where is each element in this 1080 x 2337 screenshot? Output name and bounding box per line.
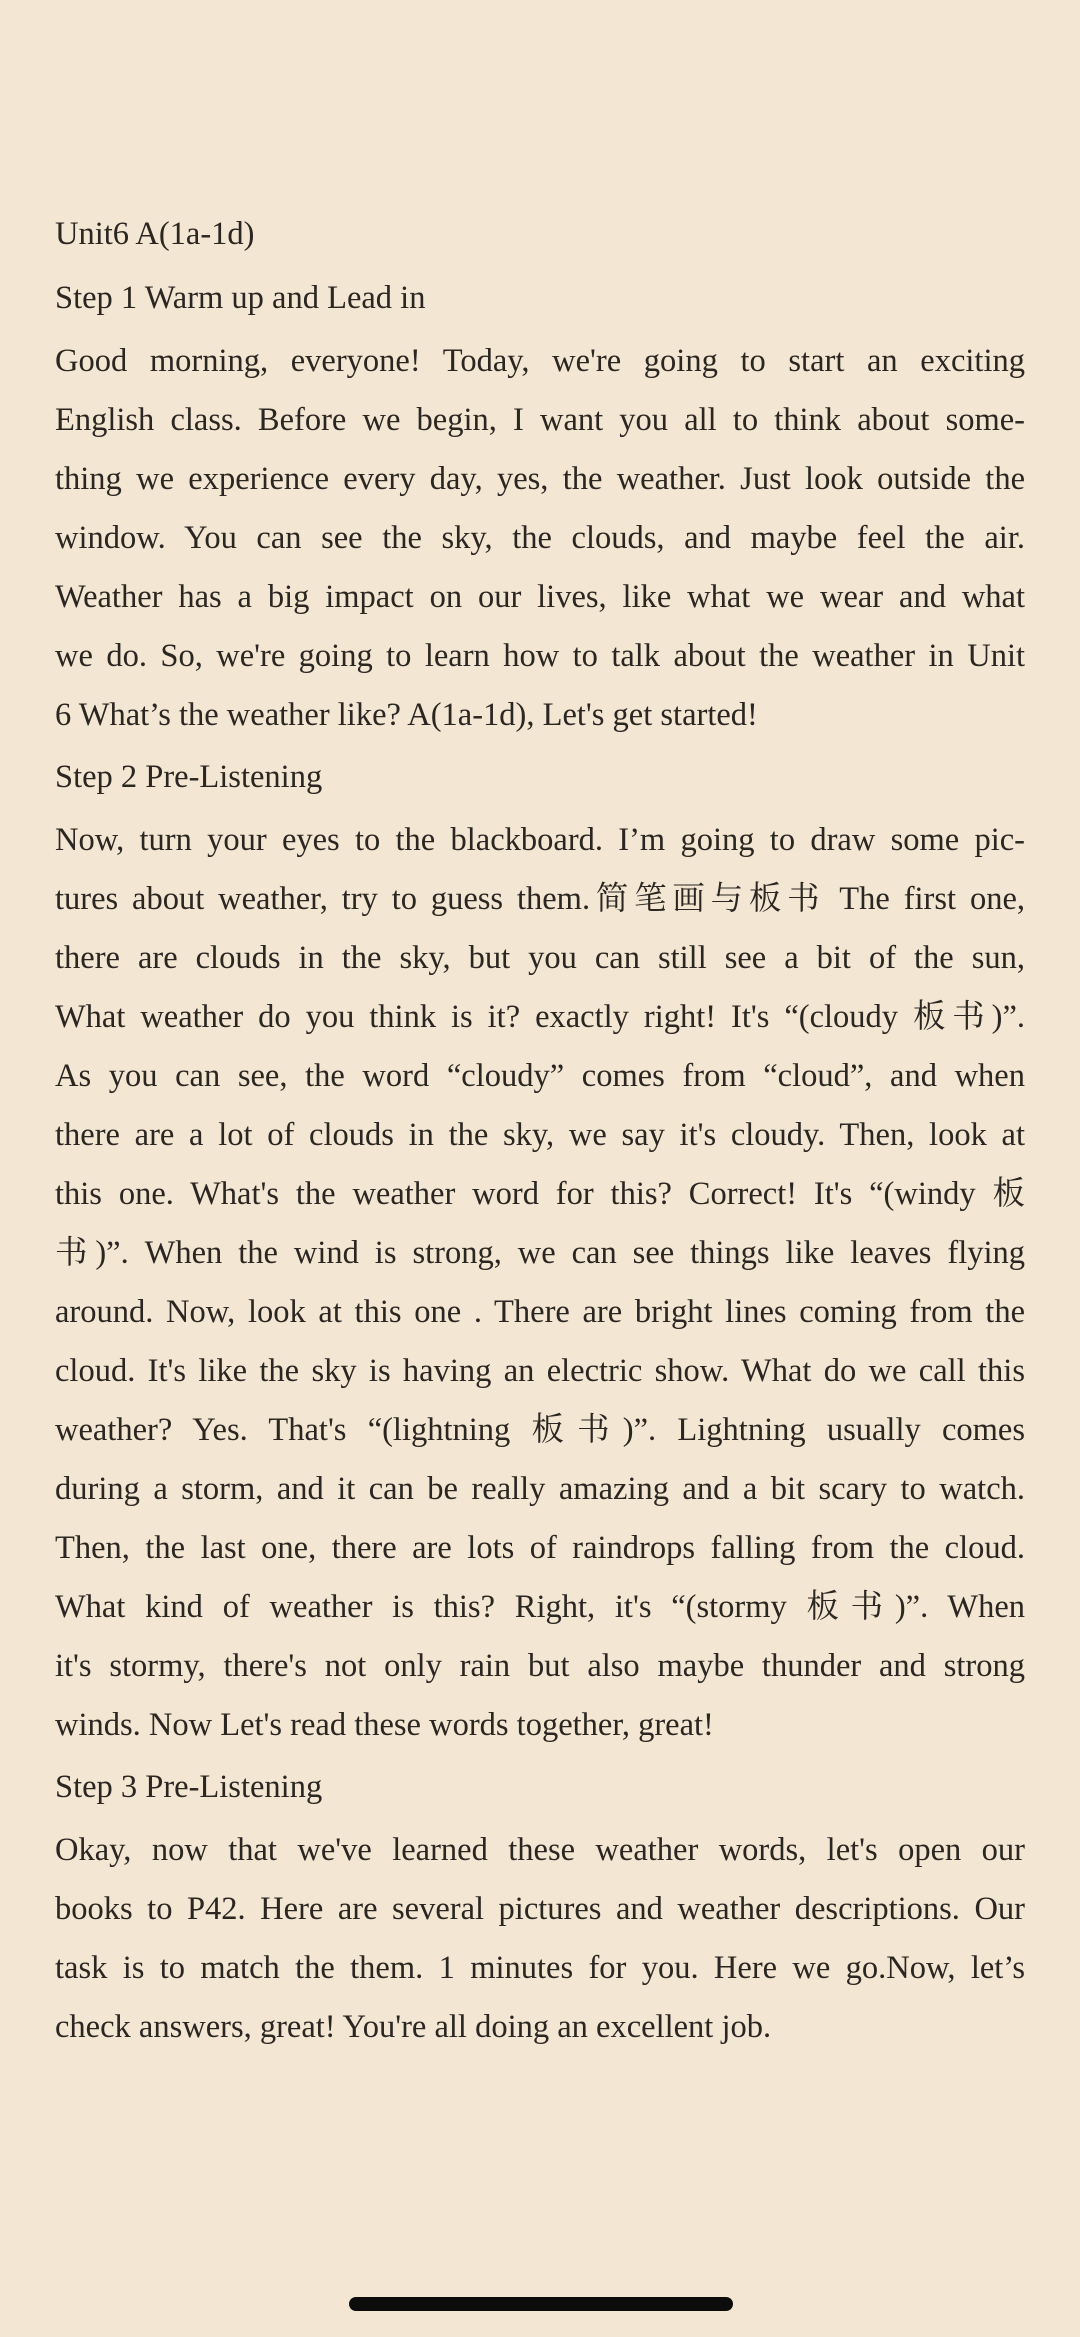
paragraph-line: 书)”. When the wind is strong, we can see things like leaves flying [55,1235,1025,1271]
section-heading: Step 1 Warm up and Lead in [55,280,426,316]
section-heading: Step 2 Pre-Listening [55,759,323,795]
document-title: Unit6 A(1a-1d) [55,216,255,252]
paragraph-line: thing we experience every day, yes, the weather. Just look outside the [55,461,1025,497]
paragraph-line: around. Now, look at this one . There are bright lines coming from the [55,1294,1025,1330]
paragraph-line: books to P42. Here are several pictures and weather descriptions. Our [55,1891,1025,1927]
home-indicator[interactable] [349,2297,733,2311]
section-body [55,811,1025,1755]
paragraph-line: Weather has a big impact on our lives, like what we wear and what [55,579,1025,615]
section-heading: Step 3 Pre-Listening [55,1769,323,1805]
paragraph-line: window. You can see the sky, the clouds, and maybe feel the air. [55,520,1025,556]
paragraph-line: there are clouds in the sky, but you can still see a bit of the sun, [55,940,1025,976]
paragraph-line: we do. So, we're going to learn how to talk about the weather in Unit [55,638,1025,674]
section-body [55,1821,1025,2057]
paragraph-line: cloud. It's like the sky is having an electric show. What do we call this [55,1353,1025,1389]
paragraph-line: during a storm, and it can be really amazing and a bit scary to watch. [55,1471,1025,1507]
paragraph-line: there are a lot of clouds in the sky, we say it's cloudy. Then, look at [55,1117,1025,1153]
document-page [55,202,1025,2057]
paragraph-line: this one. What's the weather word for this? Correct! It's “(windy 板 [55,1176,1025,1212]
paragraph-line: English class. Before we begin, I want you all to think about some- [55,402,1025,438]
paragraph-line: it's stormy, there's not only rain but also maybe thunder and strong [55,1648,1025,1684]
paragraph-line: As you can see, the word “cloudy” comes from “cloud”, and when [55,1058,1025,1094]
paragraph-line: task is to match the them. 1 minutes for you. Here we go.Now, let’s [55,1950,1025,1986]
paragraph-line: 6 What’s the weather like? A(1a-1d), Let's get started! [55,697,758,733]
paragraph-line: tures about weather, try to guess them.简笔画与板书 The first one, [55,881,1025,917]
paragraph-line: Now, turn your eyes to the blackboard. I’m going to draw some pic- [55,822,1025,858]
paragraph-line: Okay, now that we've learned these weather words, let's open our [55,1832,1025,1868]
paragraph-line: What kind of weather is this? Right, it's “(stormy 板书)”. When [55,1589,1025,1625]
paragraph-line: Then, the last one, there are lots of raindrops falling from the cloud. [55,1530,1025,1566]
paragraph-line: Good morning, everyone! Today, we're going to start an exciting [55,343,1025,379]
paragraph-line: winds. Now Let's read these words together, great! [55,1707,714,1743]
paragraph-line: What weather do you think is it? exactly right! It's “(cloudy 板书)”. [55,999,1025,1035]
paragraph-line: check answers, great! You're all doing an excellent job. [55,2009,772,2045]
section-body [55,332,1025,745]
paragraph-line: weather? Yes. That's “(lightning 板书)”. Lightning usually comes [55,1412,1025,1448]
